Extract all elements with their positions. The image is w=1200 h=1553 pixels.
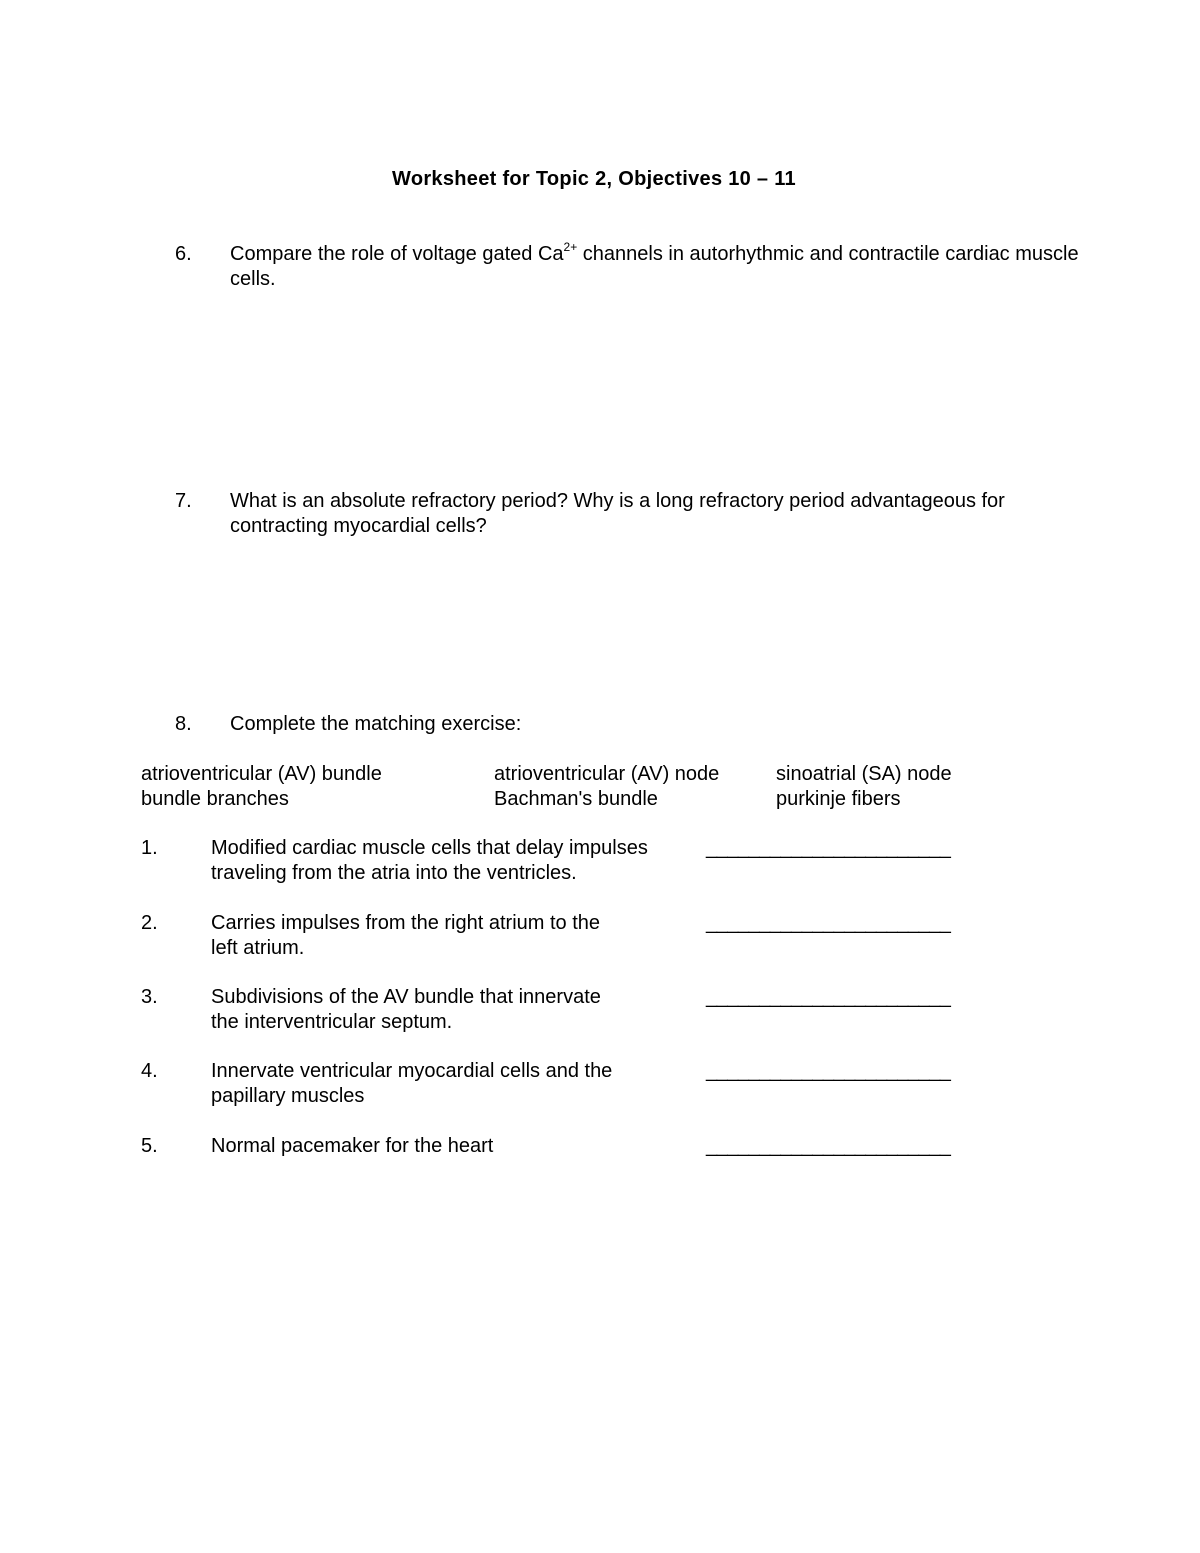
item-number: 5.: [141, 1135, 158, 1157]
question-number: 7.: [175, 490, 192, 512]
superscript: 2+: [563, 240, 578, 254]
term: atrioventricular (AV) bundle: [141, 763, 382, 785]
item-text: Modified cardiac muscle cells that delay impulses traveling from the atria into the ventricles.: [211, 837, 648, 884]
item-text: Carries impulses from the right atrium to the left atrium.: [211, 912, 601, 959]
question-number: 8.: [175, 713, 192, 735]
item-text: Subdivisions of the AV bundle that innervate the interventricular septum.: [211, 986, 601, 1033]
item-text: Normal pacemaker for the heart: [211, 1135, 494, 1157]
answer-blank[interactable]: _______________________: [706, 1060, 951, 1082]
answer-blank[interactable]: _______________________: [706, 912, 951, 934]
item-text: Innervate ventricular myocardial cells and the papillary muscles: [211, 1060, 613, 1107]
item-number: 3.: [141, 986, 158, 1008]
answer-blank[interactable]: _______________________: [706, 1135, 951, 1157]
term: bundle branches: [141, 788, 289, 810]
question-text: Compare the role of voltage gated $Ca^{2+}$ channels in autorhythmic and contractile cardiac muscle cells.: [230, 240, 1079, 290]
item-number: 2.: [141, 912, 158, 934]
item-number: 1.: [141, 837, 158, 859]
question-number: 6.: [175, 243, 192, 265]
item-number: 4.: [141, 1060, 158, 1082]
term: sinoatrial (SA) node: [776, 763, 952, 785]
answer-blank[interactable]: _______________________: [706, 837, 951, 859]
term: atrioventricular (AV) node: [494, 763, 720, 785]
question-text: Complete the matching exercise:: [230, 713, 522, 735]
term: purkinje fibers: [776, 788, 901, 810]
answer-blank[interactable]: _______________________: [706, 986, 951, 1008]
question-text: What is an absolute refractory period? Why is a long refractory period advantageous for contracting myocardial cells?: [230, 490, 1005, 537]
term: Bachman's bundle: [494, 788, 658, 810]
page-title: Worksheet for Topic 2, Objectives 10 – 11: [392, 168, 796, 190]
